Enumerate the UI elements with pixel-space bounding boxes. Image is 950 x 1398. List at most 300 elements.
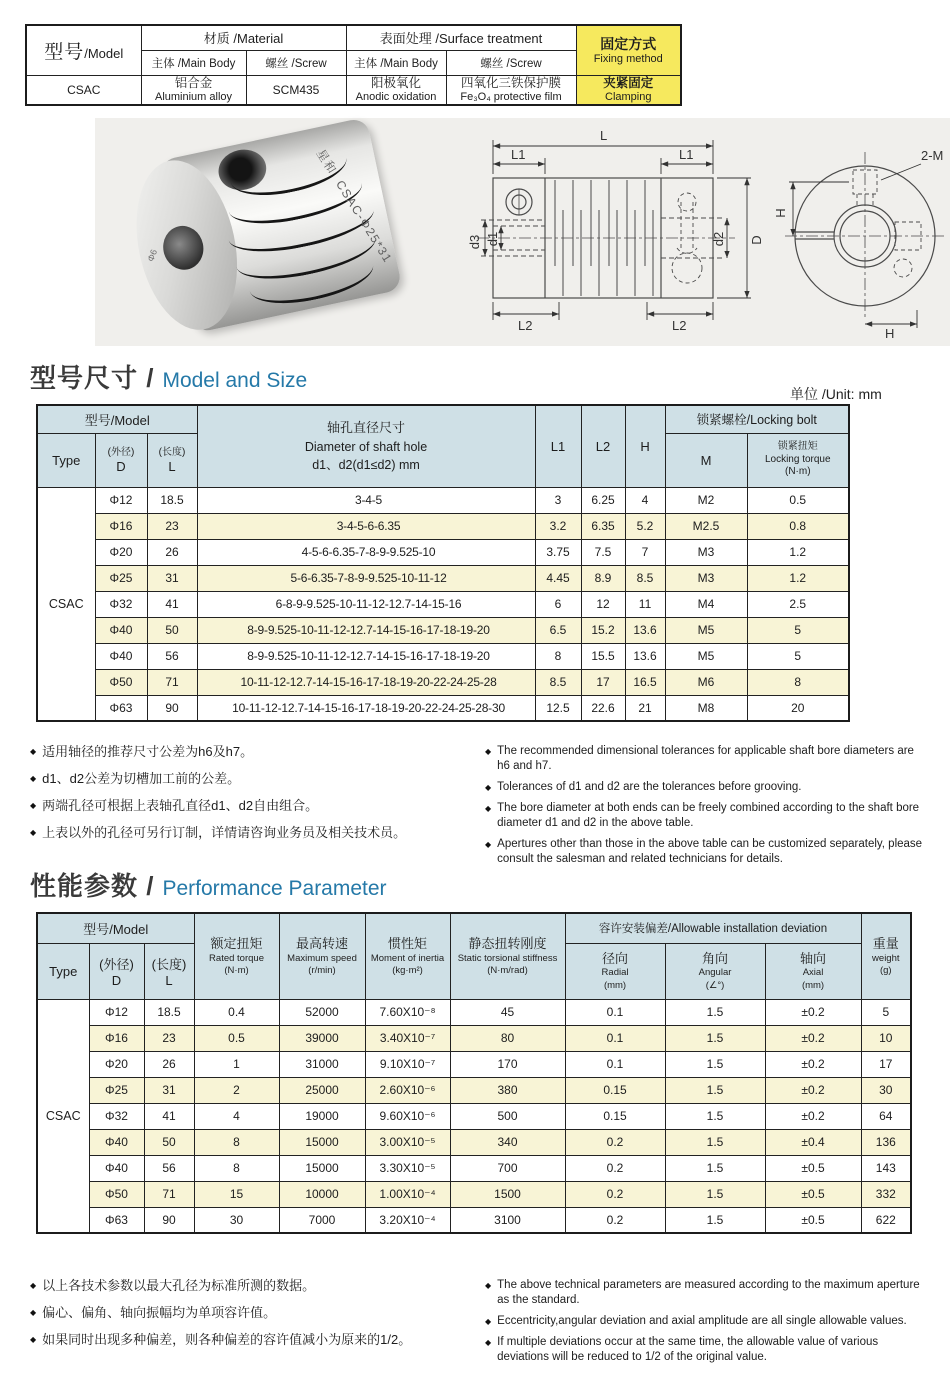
weight-cell: 143 <box>861 1155 911 1181</box>
stiffness-cell: 1500 <box>450 1181 565 1207</box>
axial-cell: ±0.5 <box>765 1181 861 1207</box>
inertia-cell: 3.40X10⁻⁷ <box>365 1025 450 1051</box>
holes-cell: 3-4-5 <box>197 487 535 513</box>
torque-cell: 2 <box>194 1077 279 1103</box>
model-size-table <box>36 404 850 722</box>
l1-cell: 3.75 <box>535 539 581 565</box>
d-cell: Φ50 <box>95 669 147 695</box>
d-cell: Φ40 <box>89 1155 144 1181</box>
stiffness-cell: 500 <box>450 1103 565 1129</box>
m-cell: M3 <box>665 539 747 565</box>
l1-cell: 3 <box>535 487 581 513</box>
size-torque-header <box>747 433 849 487</box>
h-cell: 8.5 <box>625 565 665 591</box>
size-shaft-cn: 轴孔直径尺寸 <box>327 419 406 435</box>
radial-cell: 0.1 <box>565 1025 665 1051</box>
perf-notes-cn <box>30 1278 485 1371</box>
h-cell: 13.6 <box>625 617 665 643</box>
d-cell: Φ20 <box>89 1051 144 1077</box>
size-h-header: H <box>625 405 665 487</box>
torque-cell: 5 <box>747 617 849 643</box>
size-notes-cn <box>30 744 485 873</box>
angular-cell: 1.5 <box>665 1207 765 1233</box>
spec-surface-mainbody-header: 主体 /Main Body <box>346 50 446 75</box>
axial-cell: ±0.2 <box>765 1077 861 1103</box>
table-row <box>37 695 849 721</box>
angular-cell: 1.5 <box>665 1155 765 1181</box>
h-cell: 11 <box>625 591 665 617</box>
perf-angular-unit: (∠°) <box>705 979 725 991</box>
l-cell: 18.5 <box>144 999 194 1025</box>
torque-cell: 0.8 <box>747 513 849 539</box>
speed-cell: 7000 <box>279 1207 365 1233</box>
h-cell: 13.6 <box>625 643 665 669</box>
perf-speed-unit: (r/min) <box>308 965 336 977</box>
perf-axial-en: Axial <box>802 967 824 979</box>
size-section-title <box>30 358 307 395</box>
size-torque-unit: (N·m) <box>784 466 811 478</box>
stiffness-cell: 80 <box>450 1025 565 1051</box>
bullet-icon: ◆ <box>485 747 492 756</box>
d-cell: Φ40 <box>95 643 147 669</box>
coupling-cylinder <box>121 113 413 343</box>
holes-cell: 8-9-9.525-10-11-12-12.7-14-15-16-17-18-19-20 <box>197 643 535 669</box>
spec-material-screw-value: SCM435 <box>246 75 346 105</box>
m-cell: M5 <box>665 617 747 643</box>
radial-cell: 0.2 <box>565 1129 665 1155</box>
axial-cell: ±0.5 <box>765 1207 861 1233</box>
perf-radial-unit: (mm) <box>603 979 627 991</box>
spec-surface-screw-cn: 四氧化三铁保护膜 <box>460 75 561 90</box>
radial-cell: 0.2 <box>565 1207 665 1233</box>
bore-diameter-label: Φ6 <box>145 248 160 263</box>
l-cell: 41 <box>144 1103 194 1129</box>
stiffness-cell: 700 <box>450 1155 565 1181</box>
angular-cell: 1.5 <box>665 1103 765 1129</box>
size-notes <box>30 744 925 873</box>
type-cell: CSAC <box>37 999 89 1233</box>
coupling-bore <box>159 222 207 273</box>
l-cell: 71 <box>144 1181 194 1207</box>
spec-model-header-en: /Model <box>84 45 124 61</box>
l2-cell: 6.25 <box>581 487 625 513</box>
spec-fixing-en: Clamping <box>605 91 652 104</box>
table-row <box>37 1025 911 1051</box>
table-row <box>37 539 849 565</box>
m-cell: M8 <box>665 695 747 721</box>
size-shaft-en: Diameter of shaft hole <box>304 439 428 454</box>
speed-cell: 31000 <box>279 1051 365 1077</box>
note-text: 以上各技术参数以最大孔径为标准所测的数据。 <box>42 1278 316 1293</box>
radial-cell: 0.1 <box>565 1051 665 1077</box>
table-row <box>37 1103 911 1129</box>
l1-cell: 3.2 <box>535 513 581 539</box>
l2-cell: 22.6 <box>581 695 625 721</box>
table-row <box>37 1051 911 1077</box>
spec-material-header: 材质 /Material <box>141 25 346 50</box>
l2-cell: 7.5 <box>581 539 625 565</box>
perf-weight-unit: (g) <box>879 965 892 977</box>
speed-cell: 10000 <box>279 1181 365 1207</box>
stiffness-cell: 170 <box>450 1051 565 1077</box>
table-row <box>37 1181 911 1207</box>
angular-cell: 1.5 <box>665 999 765 1025</box>
l1-cell: 6.5 <box>535 617 581 643</box>
table-row <box>37 591 849 617</box>
weight-cell: 136 <box>861 1129 911 1155</box>
torque-cell: 1 <box>194 1051 279 1077</box>
spec-surface-header: 表面处理 /Surface treatment <box>346 25 576 50</box>
l-cell: 23 <box>144 1025 194 1051</box>
l1-cell: 8 <box>535 643 581 669</box>
bullet-icon: ◆ <box>30 1281 37 1290</box>
dim-H-bottom: H <box>885 326 895 341</box>
angular-cell: 1.5 <box>665 1077 765 1103</box>
type-cell: CSAC <box>37 487 95 721</box>
l2-cell: 6.35 <box>581 513 625 539</box>
size-l-sub: (长度) <box>158 446 186 458</box>
spec-surface-screw-header: 螺丝 /Screw <box>446 50 576 75</box>
inertia-cell: 9.60X10⁻⁶ <box>365 1103 450 1129</box>
spec-table <box>25 24 682 106</box>
perf-radial-en: Radial <box>601 967 629 979</box>
note-text: If multiple deviations occur at the same time, the allowable value of various deviations will be reduced to 1/2 of the original value. <box>497 1335 879 1363</box>
spec-surface-main-value <box>346 75 446 105</box>
torque-cell: 1.2 <box>747 539 849 565</box>
d-cell: Φ16 <box>95 513 147 539</box>
spec-surface-main-en: Anodic oxidation <box>355 91 437 104</box>
note-item <box>30 1305 485 1322</box>
note-text: Tolerances of d1 and d2 are the tolerances before grooving. <box>497 780 802 793</box>
inertia-cell: 2.60X10⁻⁶ <box>365 1077 450 1103</box>
torque-cell: 5 <box>747 643 849 669</box>
weight-cell: 17 <box>861 1051 911 1077</box>
perf-notes-en <box>485 1278 925 1371</box>
speed-cell: 52000 <box>279 999 365 1025</box>
h-cell: 16.5 <box>625 669 665 695</box>
perf-speed-en: Maximum speed <box>287 952 357 964</box>
table-row <box>37 617 849 643</box>
size-d: D <box>116 458 126 474</box>
size-l2-header: L2 <box>581 405 625 487</box>
illustration-band <box>95 118 950 346</box>
perf-inertia-en: Moment of inertia <box>370 952 445 964</box>
perf-stiff-cn: 静态扭转刚度 <box>468 936 547 952</box>
weight-cell: 30 <box>861 1077 911 1103</box>
table-row <box>37 1207 911 1233</box>
note-item <box>485 1335 925 1365</box>
dim-d1: d1 <box>485 231 500 247</box>
spec-fixing-cn: 夹紧固定 <box>603 75 654 90</box>
performance-table <box>36 912 912 1234</box>
h-cell: 5.2 <box>625 513 665 539</box>
size-torque-cn: 锁紧扭矩 <box>777 441 818 453</box>
perf-speed-cn: 最高转速 <box>296 936 349 952</box>
perf-l: L <box>165 973 173 988</box>
spec-model-header <box>26 25 141 75</box>
perf-angular-header <box>665 943 765 999</box>
speed-cell: 15000 <box>279 1155 365 1181</box>
m-cell: M4 <box>665 591 747 617</box>
perf-weight-cn: 重量 <box>872 936 899 952</box>
weight-cell: 64 <box>861 1103 911 1129</box>
table-row <box>37 487 849 513</box>
table-row <box>37 1129 911 1155</box>
table-row <box>37 513 849 539</box>
l-cell: 18.5 <box>147 487 197 513</box>
size-d-header <box>95 433 147 487</box>
l-cell: 26 <box>144 1051 194 1077</box>
angular-cell: 1.5 <box>665 1181 765 1207</box>
note-item <box>30 798 485 815</box>
torque-cell: 8 <box>194 1129 279 1155</box>
d-cell: Φ25 <box>95 565 147 591</box>
d-cell: Φ32 <box>95 591 147 617</box>
radial-cell: 0.1 <box>565 999 665 1025</box>
l-cell: 90 <box>147 695 197 721</box>
d-cell: Φ12 <box>89 999 144 1025</box>
l2-cell: 8.9 <box>581 565 625 591</box>
perf-section-title <box>30 866 387 903</box>
inertia-cell: 3.30X10⁻⁵ <box>365 1155 450 1181</box>
size-m-header: M <box>665 433 747 487</box>
h-cell: 21 <box>625 695 665 721</box>
spec-fixing-header <box>576 25 681 75</box>
stiffness-cell: 340 <box>450 1129 565 1155</box>
holes-cell: 3-4-5-6-6.35 <box>197 513 535 539</box>
dim-H-left: H <box>773 208 788 218</box>
perf-angular-en: Angular <box>698 967 732 979</box>
note-item <box>485 780 925 795</box>
torque-cell: 0.4 <box>194 999 279 1025</box>
holes-cell: 10-11-12-12.7-14-15-16-17-18-19-20-22-24-25-28-30 <box>197 695 535 721</box>
size-shaft-range: d1、d2(d1≤d2) mm <box>312 457 420 472</box>
note-item <box>485 744 925 774</box>
d-cell: Φ40 <box>89 1129 144 1155</box>
dim-L1-left: L1 <box>511 147 526 162</box>
torque-cell: 15 <box>194 1181 279 1207</box>
angular-cell: 1.5 <box>665 1051 765 1077</box>
torque-cell: 8 <box>194 1155 279 1181</box>
inertia-cell: 1.00X10⁻⁴ <box>365 1181 450 1207</box>
perf-rated-header <box>194 913 279 999</box>
dim-L2-left: L2 <box>518 318 533 333</box>
table-row <box>37 1077 911 1103</box>
angular-cell: 1.5 <box>665 1129 765 1155</box>
torque-cell: 0.5 <box>194 1025 279 1051</box>
angular-cell: 1.5 <box>665 1025 765 1051</box>
table-row <box>37 669 849 695</box>
perf-stiff-unit: (N·m/rad) <box>487 965 528 977</box>
m-cell: M5 <box>665 643 747 669</box>
axial-cell: ±0.2 <box>765 1103 861 1129</box>
l-cell: 56 <box>144 1155 194 1181</box>
m-cell: M3 <box>665 565 747 591</box>
l2-cell: 12 <box>581 591 625 617</box>
l-cell: 31 <box>144 1077 194 1103</box>
l-cell: 23 <box>147 513 197 539</box>
perf-speed-header <box>279 913 365 999</box>
model-label: CSAC-Φ25*31 <box>333 177 396 266</box>
note-item <box>30 1332 485 1349</box>
weight-cell: 10 <box>861 1025 911 1051</box>
bullet-icon: ◆ <box>30 800 37 810</box>
size-l1-header: L1 <box>535 405 581 487</box>
l-cell: 90 <box>144 1207 194 1233</box>
spec-material-main-value <box>141 75 246 105</box>
bullet-icon: ◆ <box>30 827 37 837</box>
perf-radial-cn: 径向 <box>602 950 629 966</box>
stiffness-cell: 45 <box>450 999 565 1025</box>
perf-rated-en: Rated torque <box>209 952 264 964</box>
bullet-icon: ◆ <box>30 773 37 783</box>
size-torque-en: Locking torque <box>764 453 831 465</box>
dim-2M: 2-M <box>921 148 944 163</box>
perf-stiff-en: Static torsional stiffness <box>457 952 558 964</box>
note-item <box>30 744 485 761</box>
inertia-cell: 7.60X10⁻⁸ <box>365 999 450 1025</box>
d-cell: Φ20 <box>95 539 147 565</box>
inertia-cell: 3.00X10⁻⁵ <box>365 1129 450 1155</box>
dim-L: L <box>600 128 608 143</box>
stiffness-cell: 380 <box>450 1077 565 1103</box>
torque-cell: 30 <box>194 1207 279 1233</box>
bullet-icon: ◆ <box>485 839 492 849</box>
perf-l-sub: (长度) <box>151 957 187 972</box>
torque-cell: 4 <box>194 1103 279 1129</box>
note-text: The bore diameter at both ends can be freely combined according to the shaft bore diameter d1 and d2 in the above table. <box>497 801 920 829</box>
weight-cell: 332 <box>861 1181 911 1207</box>
spec-material-main-cn: 铝合金 <box>174 75 213 90</box>
d-cell: Φ63 <box>95 695 147 721</box>
l1-cell: 8.5 <box>535 669 581 695</box>
spec-material-main-en: Aluminium alloy <box>154 91 233 104</box>
spec-material-mainbody-header: 主体 /Main Body <box>141 50 246 75</box>
perf-axial-cn: 轴向 <box>800 950 827 966</box>
d-cell: Φ16 <box>89 1025 144 1051</box>
bullet-icon: ◆ <box>485 1337 492 1347</box>
spec-model-header-cn: 型号 <box>44 41 85 63</box>
axial-cell: ±0.4 <box>765 1129 861 1155</box>
l-cell: 31 <box>147 565 197 591</box>
note-item <box>485 837 925 867</box>
speed-cell: 25000 <box>279 1077 365 1103</box>
note-text: 上表以外的孔径可另行订制，详情请咨询业务员及相关技术员。 <box>42 824 407 840</box>
inertia-cell: 9.10X10⁻⁷ <box>365 1051 450 1077</box>
spec-fixing-header-cn: 固定方式 <box>600 36 657 53</box>
l2-cell: 15.5 <box>581 643 625 669</box>
d-cell: Φ50 <box>89 1181 144 1207</box>
size-l-header <box>147 433 197 487</box>
size-l: L <box>168 458 176 474</box>
perf-title-en: Performance Parameter <box>162 877 387 900</box>
brand-label: 星和 <box>313 146 340 178</box>
spec-surface-main-cn: 阳极氧化 <box>370 75 421 90</box>
note-text: 如果同时出现多种偏差，则各种偏差的容许值减小为原来的1/2。 <box>42 1331 412 1347</box>
bullet-icon: ◆ <box>485 803 492 813</box>
unit-label: 单位 /Unit: mm <box>790 386 882 402</box>
holes-cell: 6-8-9-9.525-10-11-12-12.7-14-15-16 <box>197 591 535 617</box>
radial-cell: 0.2 <box>565 1181 665 1207</box>
perf-rated-cn: 额定扭矩 <box>210 936 263 952</box>
stiffness-cell: 3100 <box>450 1207 565 1233</box>
dim-d3: d3 <box>467 234 482 250</box>
l2-cell: 15.2 <box>581 617 625 643</box>
m-cell: M2 <box>665 487 747 513</box>
note-text: The recommended dimensional tolerances for applicable shaft bore diameters are h6 and h7. <box>497 745 914 772</box>
dim-L2-right: L2 <box>672 318 687 333</box>
axial-cell: ±0.5 <box>765 1155 861 1181</box>
size-title-en: Model and Size <box>162 369 308 392</box>
dim-D: D <box>749 235 764 245</box>
spec-fixing-header-en: Fixing method <box>593 53 663 66</box>
l-cell: 26 <box>147 539 197 565</box>
weight-cell: 622 <box>861 1207 911 1233</box>
speed-cell: 19000 <box>279 1103 365 1129</box>
spec-fixing-value <box>576 75 681 105</box>
perf-angular-cn: 角向 <box>702 950 729 966</box>
perf-inertia-cn: 惯性矩 <box>388 936 428 952</box>
holes-cell: 10-11-12-12.7-14-15-16-17-18-19-20-22-24-25-28 <box>197 669 535 695</box>
perf-stiff-header <box>450 913 565 999</box>
perf-d: D <box>111 973 122 988</box>
holes-cell: 5-6-6.35-7-8-9-9.525-10-11-12 <box>197 565 535 591</box>
torque-cell: 1.2 <box>747 565 849 591</box>
spec-model-value: CSAC <box>26 75 141 105</box>
perf-weight-en: weight <box>872 952 900 964</box>
speed-cell: 39000 <box>279 1025 365 1051</box>
size-model-header: 型号/Model <box>37 405 197 433</box>
torque-cell: 2.5 <box>747 591 849 617</box>
note-item <box>485 1278 925 1308</box>
bullet-icon: ◆ <box>30 1334 37 1344</box>
l-cell: 71 <box>147 669 197 695</box>
perf-type-header: Type <box>37 943 89 999</box>
bullet-icon: ◆ <box>485 782 492 792</box>
holes-cell: 4-5-6-6.35-7-8-9-9.525-10 <box>197 539 535 565</box>
perf-inertia-unit: (kg·m²) <box>392 965 423 977</box>
size-locking-header: 锁紧螺栓/Locking bolt <box>665 405 849 433</box>
axial-cell: ±0.2 <box>765 1025 861 1051</box>
size-shaft-header <box>197 405 535 487</box>
perf-d-header <box>89 943 144 999</box>
perf-radial-header <box>565 943 665 999</box>
spec-material-screw-header: 螺丝 /Screw <box>246 50 346 75</box>
perf-inertia-header <box>365 913 450 999</box>
weight-cell: 5 <box>861 999 911 1025</box>
note-item <box>485 1314 925 1329</box>
torque-cell: 0.5 <box>747 487 849 513</box>
bullet-icon: ◆ <box>485 1316 492 1326</box>
technical-drawing <box>433 118 950 346</box>
note-item <box>30 825 485 842</box>
product-photo <box>103 122 435 342</box>
size-title-cn: 型号尺寸 / <box>30 363 155 393</box>
h-cell: 4 <box>625 487 665 513</box>
speed-cell: 15000 <box>279 1129 365 1155</box>
axial-cell: ±0.2 <box>765 1051 861 1077</box>
d-cell: Φ25 <box>89 1077 144 1103</box>
l-cell: 50 <box>144 1129 194 1155</box>
l2-cell: 17 <box>581 669 625 695</box>
size-type-header: Type <box>37 433 95 487</box>
note-text: 偏心、偏角、轴向振幅均为单项容许值。 <box>42 1304 277 1320</box>
m-cell: M6 <box>665 669 747 695</box>
table-row <box>37 1155 911 1181</box>
holes-cell: 8-9-9.525-10-11-12-12.7-14-15-16-17-18-19-20 <box>197 617 535 643</box>
note-text: Eccentricity,angular deviation and axial amplitude are all single allowable values. <box>497 1314 907 1327</box>
torque-cell: 20 <box>747 695 849 721</box>
